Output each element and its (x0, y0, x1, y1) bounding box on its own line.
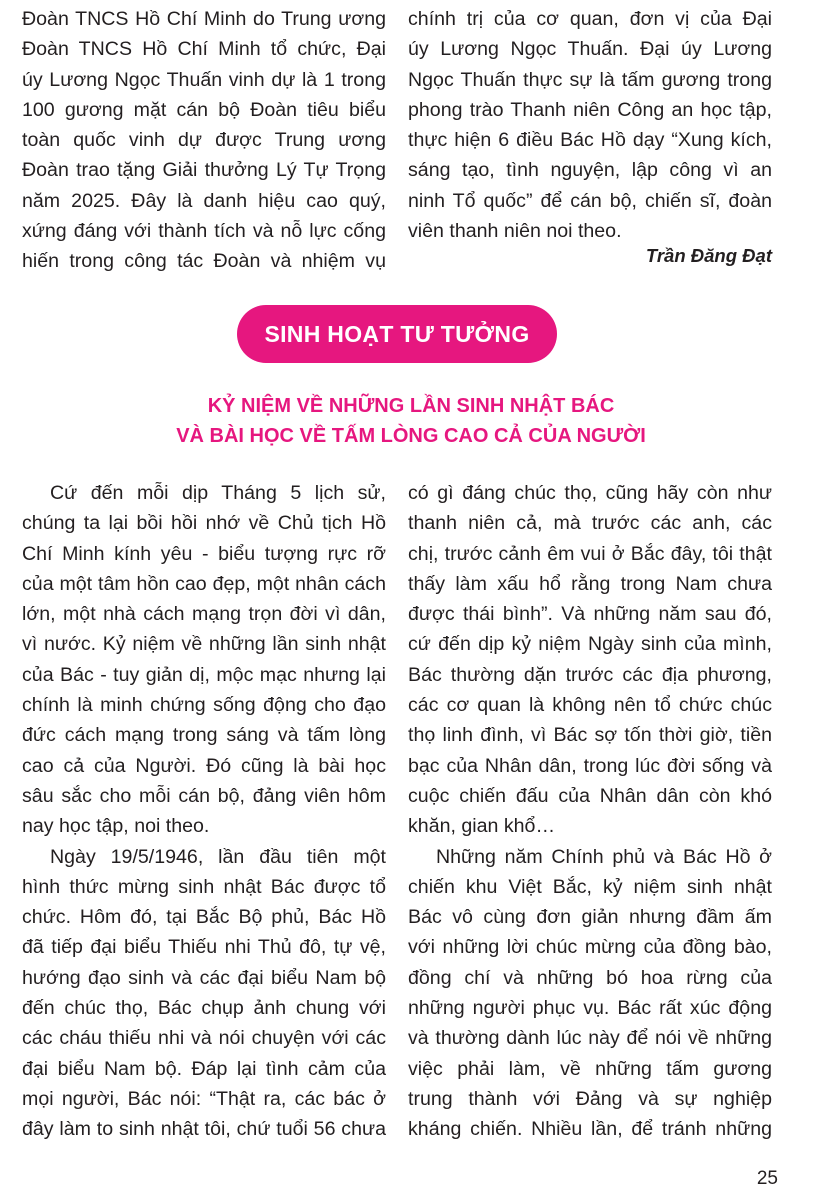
text-line: úy Lương Ngọc Thuấn vinh dự là 1 trong (22, 68, 386, 91)
text-line: trung thành với Đảng và sự nghiệp (408, 1087, 772, 1110)
article-title-line-1: KỶ NIỆM VỀ NHỮNG LẦN SINH NHẬT BÁC (207, 395, 615, 417)
article-title-line-2: VÀ BÀI HỌC VỀ TẤM LÒNG CAO CẢ CỦA NGƯỜI (176, 425, 646, 447)
text-line: cao cả của Người. Đó cũng là bài học (22, 754, 386, 777)
text-line: Đoàn trao tặng Giải thưởng Lý Tự Trọng (22, 159, 386, 182)
text-line: hiến trong công tác Đoàn và nhiệm vụ (22, 250, 386, 273)
text-line: có gì đáng chúc thọ, cũng hãy còn như (408, 482, 772, 504)
text-line: cứ đến dịp kỷ niệm Ngày sinh của mình, (408, 633, 772, 656)
text-line: viên thanh niên noi theo. (408, 220, 622, 243)
text-line: Ngày 19/5/1946, lần đầu tiên một (50, 845, 386, 868)
text-line: các cháu thiếu nhi và nói chuyện với các (22, 1027, 386, 1050)
text-line: của Bác - tuy giản dị, mộc mạc nhưng lại (22, 663, 386, 686)
text-line: cuộc chiến đấu của Nhân dân còn khó (408, 784, 772, 807)
text-line: được thái bình”. Và những năm sau đó, (408, 603, 772, 626)
text-line: đến chúc thọ, Bác chụp ảnh chung với (22, 997, 386, 1020)
text-line: xứng đáng với thành tích và nỗ lực cống (22, 220, 386, 243)
text-line: những người phục vụ. Bác rất xúc động (408, 997, 772, 1020)
text-line: thấy làm xấu hổ rằng trong Nam chưa (408, 572, 772, 595)
text-line: chính là minh chứng sống động cho đạo (22, 694, 386, 717)
text-line: việc phải làm, về những tấm gương (408, 1057, 772, 1080)
text-line: phong trào Thanh niên Công an học tập, (408, 98, 772, 121)
text-line: 100 gương mặt cán bộ Đoàn tiêu biểu (22, 98, 386, 121)
text-line: mọi người, Bác nói: “Thật ra, các bác ở (22, 1087, 386, 1110)
text-line: chiến khu Việt Bắc, kỷ niệm sinh nhật (408, 875, 772, 898)
article-left-column (22, 478, 386, 1145)
text-line: vì nước. Kỷ niệm về những lần sinh nhật (22, 633, 386, 656)
previous-article-left-column (22, 4, 386, 277)
text-line: úy Lương Ngọc Thuấn. Đại úy Lương (408, 38, 772, 61)
text-line: chúng ta lại bồi hồi nhớ về Chủ tịch Hồ (22, 512, 386, 535)
text-line: Đoàn TNCS Hồ Chí Minh tổ chức, Đại (22, 38, 386, 61)
author-signature: Trần Đăng Đạt (645, 245, 772, 266)
text-line: chính trị của cơ quan, đơn vị của Đại (408, 8, 772, 30)
page-number: 25 (756, 1168, 778, 1189)
text-line: thực hiện 6 điều Bác Hồ dạy “Xung kích, (408, 129, 772, 152)
text-line: Chí Minh kính yêu - biểu tượng rực rỡ (22, 542, 386, 565)
article-right-column (408, 478, 772, 1145)
text-line: Những năm Chính phủ và Bác Hồ ở (436, 845, 772, 868)
text-line: Ngọc Thuấn thực sự là tấm gương trong (408, 68, 772, 91)
text-line: đã tiếp đại biểu Thiếu nhi Thủ đô, tự vệ, (22, 936, 386, 959)
text-line: Bác vô cùng đơn giản nhưng đầm ấm (408, 906, 772, 929)
text-line: chị, trước cảnh êm vui ở Bắc đây, tôi thật (408, 542, 772, 565)
text-line: các cơ quan là không nên tổ chức chúc (408, 694, 772, 717)
text-line: thọ linh đình, vì Bác sợ tốn thời giờ, tiền (408, 724, 772, 747)
text-line: năm 2025. Đây là danh hiệu cao quý, (22, 189, 386, 212)
text-line: toàn quốc vinh dự được Trung ương (22, 129, 386, 152)
text-line: đây làm to sinh nhật tôi, chứ tuổi 56 chưa (22, 1118, 386, 1141)
text-line: Bác thường dặn trước các địa phương, (408, 663, 772, 686)
text-line: sâu sắc cho mỗi cán bộ, đảng viên hôm (22, 784, 386, 807)
text-line: bạc của Nhân dân, trong lúc đời sống và (408, 754, 772, 777)
previous-article-right-column (408, 4, 772, 246)
section-label-badge: SINH HOẠT TƯ TƯỞNG (237, 305, 557, 363)
text-line: đại biểu Nam bộ. Đáp lại tình cảm của (22, 1057, 386, 1080)
text-line: hướng đạo sinh và các đại biểu Nam bộ (22, 966, 386, 989)
text-line: thanh niên cả, mà trước các anh, các (408, 512, 772, 535)
text-line: chức. Hôm đó, tại Bắc Bộ phủ, Bác Hồ (22, 906, 386, 929)
text-line: Cứ đến mỗi dịp Tháng 5 lịch sử, (50, 482, 386, 504)
text-line: Đoàn TNCS Hồ Chí Minh do Trung ương (22, 8, 386, 30)
text-line: và thường dành lúc này để nói về những (408, 1027, 772, 1050)
text-line: nay học tập, noi theo. (22, 815, 210, 838)
text-line: đồng chí và những bó hoa rừng của (408, 966, 772, 989)
text-line: của một tâm hồn cao đẹp, một nhân cách (22, 572, 386, 595)
text-line: sáng tạo, tình nguyện, lập công vì an (408, 159, 772, 182)
text-line: kháng chiến. Nhiều lần, để tránh những (408, 1118, 772, 1141)
text-line: hình thức mừng sinh nhật Bác được tổ (22, 875, 386, 898)
text-line: khăn, gian khổ… (408, 815, 556, 838)
text-line: đức cách mạng trong sáng và tấm lòng (22, 724, 386, 747)
text-line: lớn, một nhà cách mạng trọn đời vì dân, (22, 603, 386, 626)
text-line: ninh Tổ quốc” để cán bộ, chiến sĩ, đoàn (408, 189, 772, 212)
text-line: với những lời chúc mừng của đồng bào, (408, 936, 772, 959)
